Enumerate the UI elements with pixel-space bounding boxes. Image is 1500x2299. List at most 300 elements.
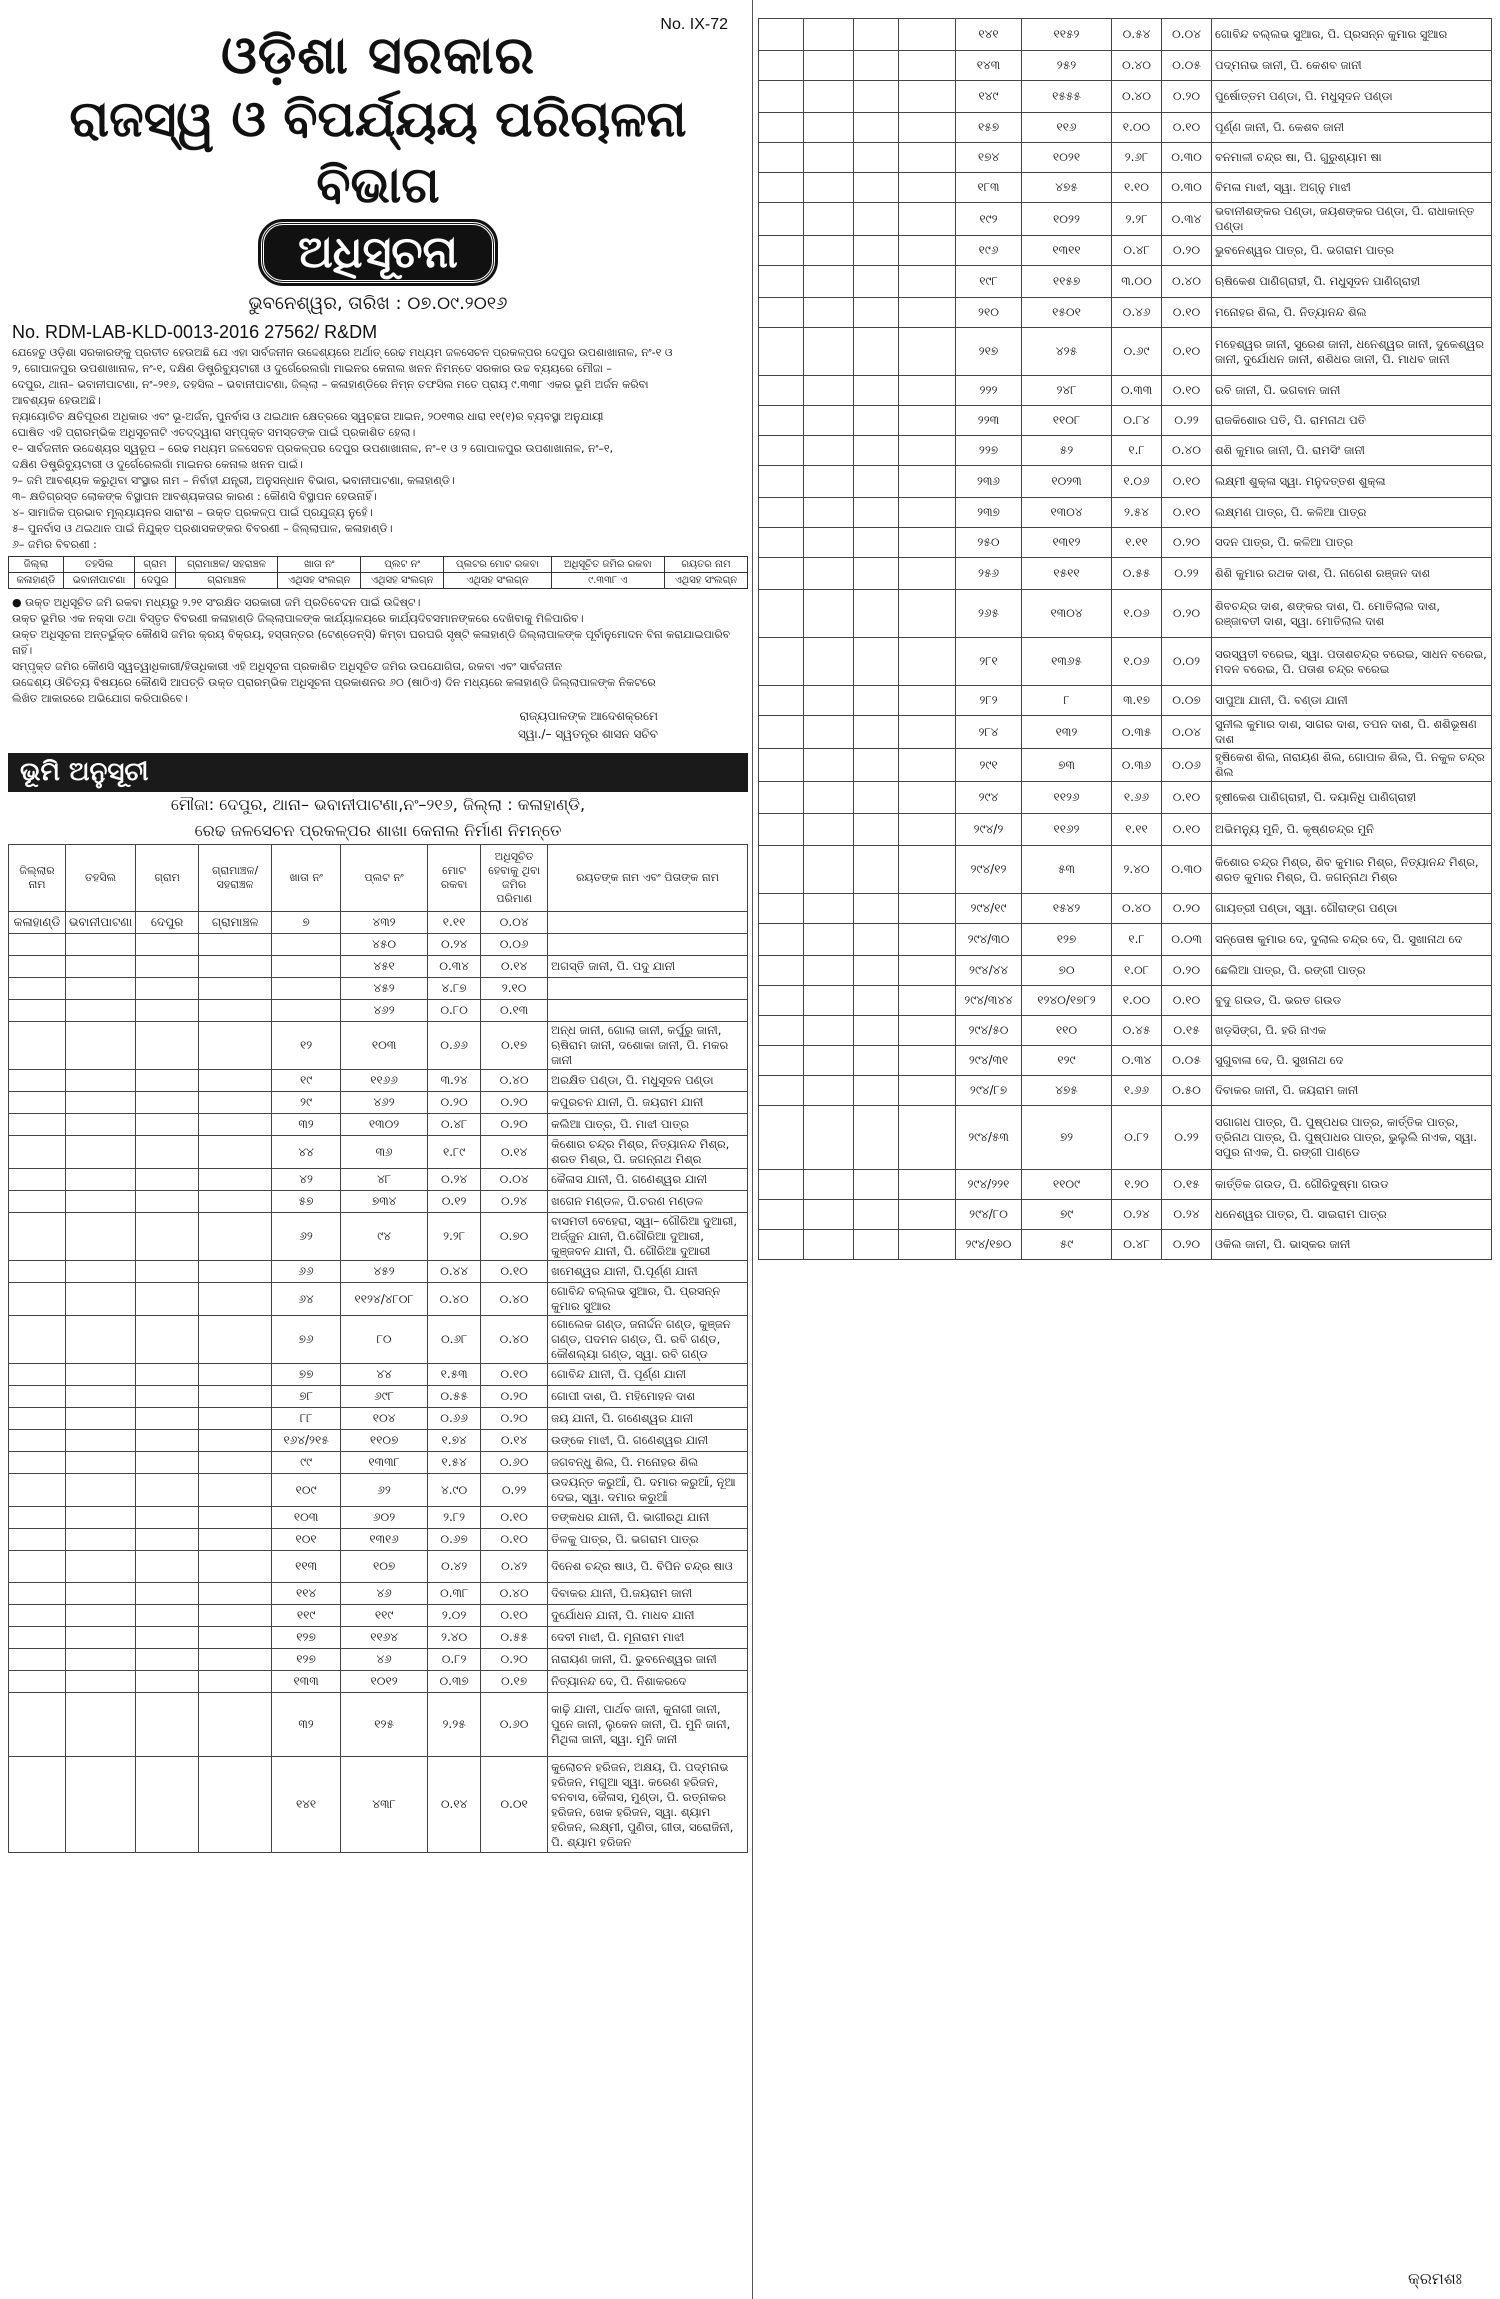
table-row [759, 1076, 1492, 1106]
table-cell [199, 1757, 272, 1853]
cell-area: ୦.୧୦ [481, 1605, 548, 1627]
table-row [9, 1529, 748, 1551]
table-cell [136, 1070, 199, 1092]
table-cell [804, 894, 854, 924]
cell-total: ୦.୧୪ [428, 1757, 481, 1853]
owner-name-cell: ଜଗବନ୍ଧୁ ଶିଲ, ପି. ମନୋହର ଶିଲ [548, 1452, 748, 1474]
cell-plot: ୪୩୨ [341, 912, 428, 934]
table-cell [136, 1386, 199, 1408]
table-cell: ଗ୍ରାମାଞ୍ଚଳ [175, 573, 278, 589]
cell-total: ୦.୨୪ [428, 934, 481, 956]
cell-khata [272, 956, 341, 978]
table-cell [759, 376, 804, 406]
table-cell [9, 1092, 66, 1114]
cell-plot: ୫୯ [1022, 1230, 1112, 1260]
cell-total: ୦.୬୬ [428, 1022, 481, 1070]
department-title: ରାଜସ୍ୱ ଓ ବିପର୍ଯ୍ୟୟ ପରିଚାଳନା ବିଭାଗ [69, 90, 687, 214]
table-cell [759, 749, 804, 782]
table-row [9, 1169, 748, 1191]
cell-area: ୦.୪୦ [481, 1316, 548, 1364]
cell-khata: ୨୯୪/୧୯ [956, 894, 1022, 924]
cell-area: ୦.୩୦ [1162, 846, 1212, 894]
cell-total: ୦.୬୬ [428, 1408, 481, 1430]
cell-plot: ୭୨ [1022, 1106, 1112, 1170]
cell-total: ୧.୧୧ [428, 912, 481, 934]
cell-total: ୨.୪୦ [1112, 846, 1162, 894]
table-row [759, 19, 1492, 51]
left-column [8, 8, 748, 2293]
table-cell [899, 924, 956, 956]
cell-plot: ୧୧୦୭ [341, 1430, 428, 1452]
cell-total: ୩.୧୭ [1112, 686, 1162, 716]
owner-name-cell: ଦିନେଶ ଚନ୍ଦ୍ର ଷାଓ, ପି. ବିପିନ ଚନ୍ଦ୍ର ଷାଓ [548, 1551, 748, 1583]
table-cell [66, 1430, 136, 1452]
table-row [759, 528, 1492, 558]
cell-total: ୧.୧୦ [1112, 173, 1162, 203]
table-cell [66, 1671, 136, 1693]
table-cell [136, 1649, 199, 1671]
cell-total: ୦.୪୫ [1112, 1016, 1162, 1046]
cell-plot: ୧୦୪ [341, 1408, 428, 1430]
owner-name-cell: ଖଗେନ ମଣ୍ଡଳ, ପି.ଚରଣ ମଣ୍ଡଳ [548, 1191, 748, 1213]
table-row [759, 236, 1492, 266]
cell-plot: ୪୫୦ [341, 934, 428, 956]
table-cell [899, 173, 956, 203]
cell-khata: ୨୯୪/୫୦ [956, 1016, 1022, 1046]
table-row [759, 81, 1492, 113]
table-cell [136, 1213, 199, 1261]
table-row [759, 1170, 1492, 1200]
cell-total: ୦.୩୮ [428, 1583, 481, 1605]
cell-plot: ୪୭୫ [1022, 173, 1112, 203]
cell-khata: ୧୯୮ [956, 266, 1022, 298]
table-row [9, 1474, 748, 1507]
table-cell [66, 1213, 136, 1261]
table-cell [854, 236, 899, 266]
owner-name-cell: ଅରକ୍ଷିତ ପଣ୍ଡା, ପି. ମଧୁସୂଦନ ପଣ୍ଡା [548, 1070, 748, 1092]
table-cell [899, 846, 956, 894]
cell-plot: ୨୪୮ [1022, 376, 1112, 406]
table-cell [854, 1106, 899, 1170]
table-row [759, 686, 1492, 716]
cell-plot: ୭୩୪ [341, 1191, 428, 1213]
table-cell [199, 1070, 272, 1092]
table-row [9, 1000, 748, 1022]
table-cell [136, 1474, 199, 1507]
table-row [9, 1757, 748, 1853]
table-cell [199, 1386, 272, 1408]
table-cell [136, 956, 199, 978]
government-title: ଓଡ଼ିଶା ସରକାର [220, 26, 536, 86]
table-row [759, 749, 1492, 782]
cell-khata: ୨୯୧ [956, 749, 1022, 782]
table-cell [759, 436, 804, 466]
table-cell [136, 1283, 199, 1316]
table-cell [66, 1191, 136, 1213]
table-cell [9, 1627, 66, 1649]
table-header-row [9, 845, 748, 912]
cell-plot: ୧୦୭ [341, 1551, 428, 1583]
cell-khata: ୧୯୬ [956, 236, 1022, 266]
table-cell [854, 686, 899, 716]
table-cell [66, 1627, 136, 1649]
paragraph: ଯେହେତୁ ଓଡ଼ିଶା ସରକାରଙ୍କୁ ପ୍ରତୀତ ହେଉଅଛି ଯେ ଏହା ସାର୍ବଜନୀନ ଉଦ୍ଦେଶ୍ୟରେ ଅର୍ଥାତ୍ ରେଢ ମଧ୍ୟମ ଜଳସେଚନ ପ୍ରକଳ୍ପର ଦେପୁର ଉପଶାଖାନାଳ, ନଂ-୧ ଓ [12, 346, 673, 359]
table-cell [66, 1169, 136, 1191]
table-cell [759, 203, 804, 236]
cell-total: ୩.୦୦ [1112, 266, 1162, 298]
cell-area: ୦.୨୦ [1162, 894, 1212, 924]
table-cell [136, 1316, 199, 1364]
header-cell: ଖାତା ନଂ [272, 845, 341, 912]
cell-plot: ୪୬ [341, 1649, 428, 1671]
cell-total: ୧.୦୦ [1112, 986, 1162, 1016]
owner-name-cell [548, 934, 748, 956]
table-cell [804, 814, 854, 846]
cell-area: ୦.୨୪ [481, 1191, 548, 1213]
table-cell [854, 81, 899, 113]
owner-name-cell: କାଢ଼ି ଯାନୀ, ପାର୍ଥବ ଜାନୀ, କୁନାଗୀ ଜାନୀ, ପୁନେ ଜାନୀ, ଲୁକେନ ଜାନୀ, ପି. ମୁନି ଜାନୀ, ମିଥିଳା ଜାନୀ, ସ୍ୱା. ମୁନି ଜାନୀ [548, 1693, 748, 1757]
table-cell [759, 51, 804, 81]
cell-area: ୦.୧୭ [481, 1671, 548, 1693]
cell-area: ୦.୦୫ [1162, 1046, 1212, 1076]
header-cell: ଅଧିସୂଚିତ ହେବାକୁ ଥିବା ଜମିର ପରିମାଣ [481, 845, 548, 912]
cell-khata: ୨୯୪/୮୦ [956, 1200, 1022, 1230]
cell-area: ୦.୦୬ [1162, 749, 1212, 782]
table-cell [66, 1757, 136, 1853]
owner-name-cell: ଅନ୍ଧ ଜାନୀ, ଗୋଲା ଜାନୀ, କର୍ପୁରୁ ଜାନୀ, ଋଷିରାମ ଜାନୀ, ଦଶୋକା ଜାନୀ, ପି. ମକର ଜାନୀ [548, 1022, 748, 1070]
owner-name-cell: ମନୋହର ଶିଲ, ପି. ନିତ୍ୟାନନ୍ଦ ଶିଲ [1212, 298, 1492, 328]
table-cell [199, 1529, 272, 1551]
cell-khata: ୬୬ [272, 1261, 341, 1283]
cell-plot: ୧୦୩ [341, 1022, 428, 1070]
paragraph: ନାହିଁ। [12, 644, 33, 657]
owner-name-cell: ଅଗସ୍ତି ଜାନୀ, ପି. ପଦୁ ଯାନୀ [548, 956, 748, 978]
owner-name-cell: ଗୋବିନ୍ଦ ଯାନୀ, ପି. ପୂର୍ଣ୍ଣ ଯାନୀ [548, 1364, 748, 1386]
paragraph: ଦକ୍ଷିଣ ଡିଷ୍ଟ୍ରିବ୍ୟୁଟାରୀ ଓ ଦୁର୍ଗେରେଲଗାଁ ମାଇନର କେନାଲ ଖନନ ପାଇଁ। [12, 458, 303, 471]
table-cell [199, 1283, 272, 1316]
owner-name-cell: ଖମେଶ୍ୱର ଯାନୀ, ପି.ପୂର୍ଣ୍ଣ ଯାନୀ [548, 1261, 748, 1283]
table-cell [854, 1200, 899, 1230]
table-row [9, 1191, 748, 1213]
cell-khata: ୨୯୪/୮୭ [956, 1076, 1022, 1106]
cell-total: ୦.୪୮ [428, 1114, 481, 1136]
table-row [759, 1230, 1492, 1260]
table-cell [9, 1551, 66, 1583]
cell-khata: ୨୯୪/୩୪୪ [956, 986, 1022, 1016]
cell-area: ୦.୩୦ [1162, 173, 1212, 203]
cell-khata: ୨୯୪/୧୨ [956, 846, 1022, 894]
cell-area: ୦.୨୦ [1162, 1230, 1212, 1260]
cell-total: ୦.୮୦ [428, 1000, 481, 1022]
table-cell [804, 716, 854, 749]
table-cell [136, 1261, 199, 1283]
table-cell [854, 956, 899, 986]
cell-khata: ୨୧୦ [956, 298, 1022, 328]
cell-total: ୧.୦୬ [1112, 638, 1162, 686]
cell-total: ୦.୮୨ [1112, 1106, 1162, 1170]
table-row [759, 1106, 1492, 1170]
table-row [759, 113, 1492, 143]
table-cell [899, 266, 956, 298]
table-cell [854, 1076, 899, 1106]
table-cell [759, 113, 804, 143]
cell-khata: ୩୨ [272, 1693, 341, 1757]
table-cell [136, 934, 199, 956]
table-row [9, 1070, 748, 1092]
table-row [9, 1605, 748, 1627]
column-divider [752, 0, 753, 2299]
owner-name-cell: ଭୁବନେଶ୍ୱର ପାତ୍ର, ପି. ଭଗରାମ ପାତ୍ର [1212, 236, 1492, 266]
table-row [9, 1092, 748, 1114]
owner-name-cell: ଗୋଲେକ ଗଣ୍ଡ, ଜନାର୍ଦ୍ଦନ ଗଣ୍ଡ, କୁଞ୍ଜନ ଗଣ୍ଡ, ପଦମନ ଗଣ୍ଡ, ପି. ରବି ଗଣ୍ଡ, କୌଶଲ୍ୟା ଗଣ୍ଡ, ସ୍ୱା. ରବି ଗଣ୍ଡ [548, 1316, 748, 1364]
table-cell [759, 81, 804, 113]
cell-plot: ୭୩ [1022, 749, 1112, 782]
paragraph: ଆବଶ୍ୟକ ହେଉଅଛି। [12, 394, 101, 407]
table-row [759, 782, 1492, 814]
table-cell: ଭବାନୀପାଟଣା [63, 573, 134, 589]
cell-total: ୦.୬୮ [428, 1316, 481, 1364]
owner-name-cell [548, 912, 748, 934]
table-row [9, 1022, 748, 1070]
table-cell [759, 1106, 804, 1170]
table-cell [804, 558, 854, 590]
paragraph: ଉକ୍ତ ଅଧିସୂଚନା ଅନ୍ତର୍ଭୁକ୍ତ କୌଣସି ଜମିର କ୍ରୟ ବିକ୍ରୟ, ହସ୍ତାନ୍ତର (ଟେଣ୍ଡେନ୍‌ସି) କିମ୍ବା ଘରଘରି ସୃଷ୍ଟି କଳାହାଣ୍ଡି ଜିଲ୍ଲାପାଳଙ୍କ ପୂର୍ବାନୁମୋଦନ ବିନା କରାଯାଇପାରିବ [12, 628, 731, 641]
table-cell [199, 1507, 272, 1529]
owner-name-cell: ଲକ୍ଷ୍ମୀ ଶୁକ୍ଳା ସ୍ୱା. ମନୁଦତ୍ତଶ ଶୁକ୍ଳା [1212, 466, 1492, 498]
cell-khata: ୨୨୨ [956, 376, 1022, 406]
table-cell [899, 986, 956, 1016]
table-cell [9, 1452, 66, 1474]
owner-name-cell: ଗାୟତ୍ରୀ ପଣ୍ଡା, ସ୍ୱା. ଗୌରାଙ୍ଗ ପଣ୍ଡା [1212, 894, 1492, 924]
table-cell [66, 1283, 136, 1316]
table-cell [899, 1076, 956, 1106]
cell-total: ୦.୮୪ [1112, 406, 1162, 436]
cell-area: ୦.୩୦ [1162, 143, 1212, 173]
table-row [759, 716, 1492, 749]
cell-total: ୧.୭୪ [428, 1430, 481, 1452]
table-cell [759, 846, 804, 894]
cell-plot: ୧୧୨୬ [1022, 782, 1112, 814]
cell-plot: ୪୮ [341, 1169, 428, 1191]
table-cell [759, 1046, 804, 1076]
cell-plot: ୧୫୦୧ [1022, 298, 1112, 328]
table-row [759, 1046, 1492, 1076]
cell-area: ୦.୧୦ [1162, 466, 1212, 498]
cell-khata: ୧୨୭ [272, 1649, 341, 1671]
table-cell [854, 113, 899, 143]
table-row [759, 376, 1492, 406]
table-cell [199, 1316, 272, 1364]
cell-plot: ୮୦ [341, 1316, 428, 1364]
table-cell [899, 143, 956, 173]
table-cell [66, 1605, 136, 1627]
table-cell [66, 1452, 136, 1474]
cell-khata: ୨୯୪/୪୪ [956, 956, 1022, 986]
cell-area: ୦.୨୨ [481, 1474, 548, 1507]
owner-name-cell: ଲକ୍ଷ୍ମଣ ପାତ୍ର, ପି. କଳିଆ ପାତ୍ର [1212, 498, 1492, 528]
table-cell [804, 406, 854, 436]
cell-khata: ୭୬ [272, 1316, 341, 1364]
table-cell [854, 498, 899, 528]
owner-name-cell: କୈଳାସ ଯାନୀ, ପି. ଗଣେଶ୍ୱର ଯାନୀ [548, 1169, 748, 1191]
table-cell [899, 590, 956, 638]
table-header-row [9, 557, 748, 573]
cell-khata: ୧୨୭ [272, 1627, 341, 1649]
table-cell: ଦେପୁର [136, 912, 199, 934]
table-cell [804, 846, 854, 894]
table-row [759, 328, 1492, 376]
cell-plot: ୩୬ [341, 1136, 428, 1169]
table-cell [9, 1408, 66, 1430]
cell-khata: ୧୦୩ [272, 1507, 341, 1529]
table-cell [759, 19, 804, 51]
cell-total: ୨.୪୦ [428, 1627, 481, 1649]
owner-name-cell: କିଶୋର ଚନ୍ଦ୍ର ମିଶ୍ର, ଶିବ କୁମାର ମିଶ୍ର, ନିତ୍ୟାନନ୍ଦ ମିଶ୍ର, ଶରତ କୁମାର ମିଶ୍ର, ପି. ଜଗନ୍ନାଥ ମିଶ୍ର [1212, 846, 1492, 894]
table-cell [899, 956, 956, 986]
table-cell [136, 1092, 199, 1114]
cell-plot: ୪୩୮ [341, 1757, 428, 1853]
header-cell: ଜିଲ୍ଲାର ନାମ [9, 845, 66, 912]
cell-khata: ୧୪୯ [956, 81, 1022, 113]
table-cell [9, 1213, 66, 1261]
owner-name-cell [548, 1000, 748, 1022]
table-cell: କଳାହାଣ୍ଡି [9, 912, 66, 934]
table-row [9, 1583, 748, 1605]
table-cell [759, 266, 804, 298]
table-cell [136, 1551, 199, 1583]
signature-line: ସ୍ୱା./– ସ୍ୱତନ୍ତ୍ର ଶାସନ ସଚିବ [517, 727, 658, 741]
owner-name-cell: ଗୋବିନ୍ଦ ବଲ୍ଲଭ ସୁଆର, ପି. ପ୍ରସନ୍ନ କୁମାର ସୁଆର [1212, 19, 1492, 51]
owner-name-cell: ଦିବାକର ଯାନୀ, ପି.ଜୟରାମ ଜାନୀ [548, 1583, 748, 1605]
table-cell [804, 436, 854, 466]
cell-plot: ୮ [1022, 686, 1112, 716]
table-cell [899, 638, 956, 686]
table-cell [199, 1474, 272, 1507]
table-cell [66, 1114, 136, 1136]
cell-area: ୦.୧୦ [1162, 986, 1212, 1016]
owner-name-cell: ବାସମତୀ ବେହେରା, ସ୍ୱା– ଗୌରିଆ ଦୁଆରୀ, ଅର୍ଜ୍ଜୁନ ଯାନୀ, ପି.ଗୌରିଆ ଦୁଆରୀ, କୁଞ୍ଜବନ ଯାନୀ, ପି. ଗୌରିଆ ଦୁଆରୀ [548, 1213, 748, 1261]
cell-total: ୦.୨୦ [428, 1092, 481, 1114]
table-cell [899, 686, 956, 716]
cell-khata [272, 1000, 341, 1022]
table-cell [66, 1386, 136, 1408]
table-row [759, 846, 1492, 894]
cell-total: ୧.୮ [1112, 924, 1162, 956]
cell-total: ୨.୬୮ [1112, 143, 1162, 173]
table-cell [759, 1200, 804, 1230]
table-cell [854, 846, 899, 894]
cell-khata: ୨୫୦ [956, 528, 1022, 558]
cell-total: ୧.୫୪ [428, 1452, 481, 1474]
table-cell [9, 1649, 66, 1671]
cell-total: ୧.୧୧ [1112, 528, 1162, 558]
table-cell [199, 1627, 272, 1649]
cell-total: ୧.୦୬ [1112, 466, 1162, 498]
table-row [759, 436, 1492, 466]
cell-area: ୦.୨୦ [1162, 956, 1212, 986]
cell-total: ୦.୮୨ [428, 1649, 481, 1671]
table-cell [9, 1114, 66, 1136]
header-cell: ଗ୍ରାମ [136, 845, 199, 912]
table-cell [199, 1261, 272, 1283]
table-cell [66, 1070, 136, 1092]
table-cell: ଏଥିସହ ସଂଲଗ୍ନ [664, 573, 747, 589]
owner-name-cell: ତିଳକୁ ପାତ୍ର, ପି. ଭଗରାମ ପାତ୍ର [548, 1529, 748, 1551]
table-row [9, 1430, 748, 1452]
table-cell [136, 1529, 199, 1551]
table-cell [854, 376, 899, 406]
header-cell: ଗ୍ରାମ [135, 557, 176, 573]
table-cell [199, 1693, 272, 1757]
cell-plot: ୧୩୬୫ [1022, 638, 1112, 686]
cell-khata: ୧୭୪ [956, 143, 1022, 173]
cell-plot: ୧୩୩୮ [341, 1452, 428, 1474]
reference-number: No. RDM-LAB-KLD-0013-2016 27562/ R&DM [12, 322, 378, 342]
table-cell [899, 298, 956, 328]
table-row [759, 986, 1492, 1016]
table-cell [9, 1070, 66, 1092]
schedule-subtitle: ମୌଜା: ଦେପୁର, ଥାନା– ଭବାନୀପାଟଣା,ନଂ–୨୧୬, ଜିଲ୍ଲା : କଳାହାଣ୍ଡି, [170, 795, 586, 814]
table-cell [9, 1529, 66, 1551]
table-cell [759, 406, 804, 436]
table-cell [854, 173, 899, 203]
table-row [9, 1551, 748, 1583]
notes-paragraphs [8, 595, 748, 706]
signature-line: ରାଜ୍ୟପାଳଙ୍କ ଆଦେଶକ୍ରମେ [519, 709, 658, 723]
cell-plot: ୫୩ [1022, 846, 1112, 894]
table-cell [9, 1191, 66, 1213]
owner-name-cell: ଅଭିମନ୍ୟୁ ମୁନି, ପି. କୃଷ୍ଣଚନ୍ଦ୍ର ମୁନି [1212, 814, 1492, 846]
table-cell [136, 1364, 199, 1386]
table-cell [804, 328, 854, 376]
table-cell [199, 1213, 272, 1261]
cell-khata: ୬୨ [272, 1213, 341, 1261]
table-cell [854, 19, 899, 51]
cell-area: ୦.୧୪ [481, 956, 548, 978]
table-cell [854, 298, 899, 328]
table-cell [854, 528, 899, 558]
cell-khata: ୧୧୩ [272, 1551, 341, 1583]
table-cell: ଏଥିସହ ସଂଲଗ୍ନ [361, 573, 444, 589]
table-cell [66, 1583, 136, 1605]
table-cell [899, 328, 956, 376]
header-cell: ପ୍ଲଟ ନଂ [341, 845, 428, 912]
table-cell [199, 1364, 272, 1386]
cell-area: ୦.୨୦ [1162, 590, 1212, 638]
cell-plot: ୧୫୪୨ [1022, 894, 1112, 924]
table-cell [199, 956, 272, 978]
table-cell: ଗ୍ରାମାଞ୍ଚଳ [199, 912, 272, 934]
table-cell [136, 1191, 199, 1213]
owner-name-cell: କାର୍ତ୍ତିକ ଗଉଡ, ପି. ଗୌରିଦୁଷ୍ମା ଗଉଡ [1212, 1170, 1492, 1200]
table-cell [804, 236, 854, 266]
owner-name-cell: ତଙ୍କଧର ଯାନୀ, ପି. ଭାଗୀରଥି ଯାନୀ [548, 1507, 748, 1529]
table-cell [759, 716, 804, 749]
owner-name-cell: ଗୋପୀ ଦାଶ, ପି. ମହିମୋହନ ଦାଶ [548, 1386, 748, 1408]
cell-total: ୦.୩୫ [1112, 716, 1162, 749]
table-cell [804, 1076, 854, 1106]
cell-area: ୦.୦୭ [1162, 686, 1212, 716]
table-cell [804, 203, 854, 236]
cell-plot: ୪୬୨ [341, 1000, 428, 1022]
table-row [9, 1114, 748, 1136]
table-cell [854, 1046, 899, 1076]
cell-khata: ୪୨ [272, 1169, 341, 1191]
table-cell [804, 143, 854, 173]
table-cell [9, 1169, 66, 1191]
table-cell [899, 558, 956, 590]
cell-total: ୦.୨୪ [428, 1169, 481, 1191]
